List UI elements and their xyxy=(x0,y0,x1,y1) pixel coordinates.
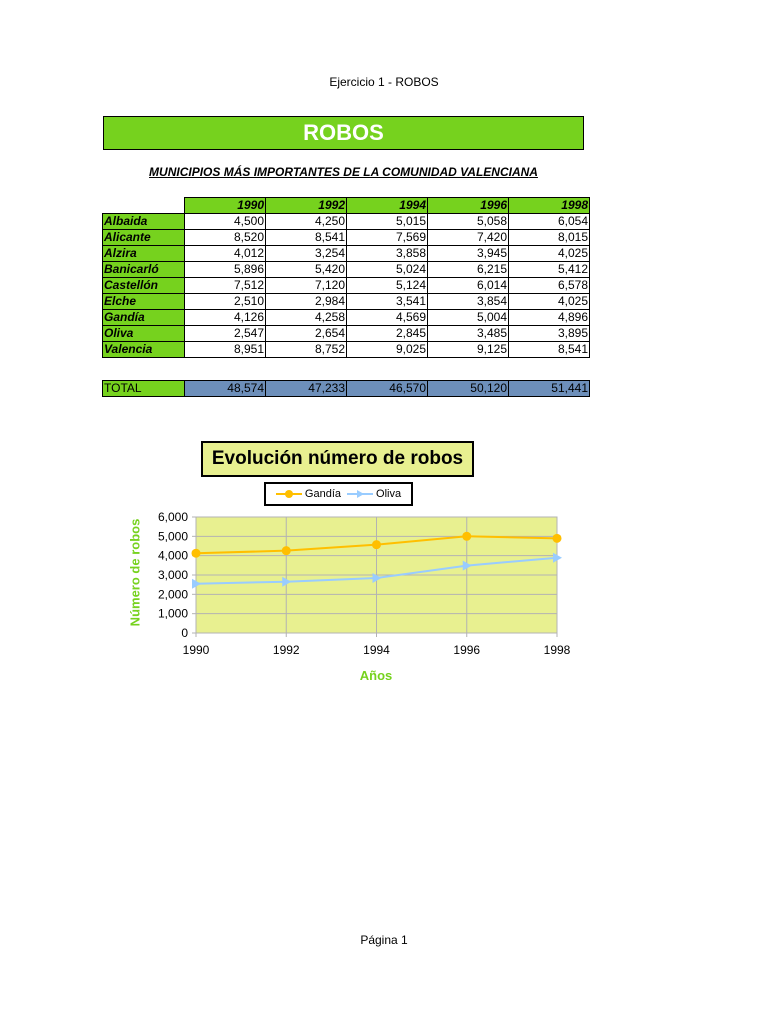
robbery-count: 4,025 xyxy=(509,246,590,262)
robbery-count: 6,215 xyxy=(428,262,509,278)
x-tick-label: 1992 xyxy=(272,643,300,657)
robbery-count: 4,896 xyxy=(509,310,590,326)
robbery-count: 4,012 xyxy=(185,246,266,262)
total-value: 46,570 xyxy=(347,381,428,397)
robbery-count: 5,896 xyxy=(185,262,266,278)
robbery-count: 5,024 xyxy=(347,262,428,278)
robbery-count: 3,854 xyxy=(428,294,509,310)
municipality-name: Elche xyxy=(103,294,185,310)
robbery-count: 2,654 xyxy=(266,326,347,342)
robbery-count: 2,984 xyxy=(266,294,347,310)
y-tick-label: 6,000 xyxy=(157,510,188,524)
robbery-count: 2,510 xyxy=(185,294,266,310)
robbery-count: 5,412 xyxy=(509,262,590,278)
page-footer: Página 1 xyxy=(360,933,408,947)
municipality-name: Banicarló xyxy=(103,262,185,278)
robbery-count: 8,541 xyxy=(509,342,590,358)
chart-title: Evolución número de robos xyxy=(201,441,474,477)
robbery-count: 3,945 xyxy=(428,246,509,262)
municipality-name: Albaida xyxy=(103,214,185,230)
x-tick-label: 1998 xyxy=(543,643,571,657)
robbery-count: 4,025 xyxy=(509,294,590,310)
robbery-count: 3,541 xyxy=(347,294,428,310)
y-axis-label: Número de robos xyxy=(127,518,143,627)
robbery-count: 9,025 xyxy=(347,342,428,358)
title-banner: ROBOS xyxy=(103,116,584,150)
robbery-count: 4,500 xyxy=(185,214,266,230)
y-tick-label: 2,000 xyxy=(157,587,188,602)
municipality-name: Alicante xyxy=(103,230,185,246)
data-point xyxy=(372,540,381,549)
year-header: 1990 xyxy=(185,198,266,214)
table-subtitle: MUNICIPIOS MÁS IMPORTANTES DE LA COMUNIDAD VALENCIANA xyxy=(149,165,538,179)
robbery-count: 7,569 xyxy=(347,230,428,246)
year-header: 1998 xyxy=(509,198,590,214)
total-value: 48,574 xyxy=(185,381,266,397)
y-tick-label: 4,000 xyxy=(157,548,188,563)
robbery-count: 8,752 xyxy=(266,342,347,358)
y-tick-label: 1,000 xyxy=(157,606,188,621)
robbery-count: 6,014 xyxy=(428,278,509,294)
robbery-count: 4,569 xyxy=(347,310,428,326)
x-axis-label: Años xyxy=(359,668,393,683)
year-header: 1996 xyxy=(428,198,509,214)
robbery-count: 3,895 xyxy=(509,326,590,342)
x-tick-label: 1996 xyxy=(453,643,481,657)
robbery-count: 5,420 xyxy=(266,262,347,278)
municipality-name: Gandía xyxy=(103,310,185,326)
total-label: TOTAL xyxy=(103,381,185,397)
x-tick-label: 1994 xyxy=(363,643,390,657)
municipality-name: Valencia xyxy=(103,342,185,358)
municipality-name: Castellón xyxy=(103,278,185,294)
robbery-count: 3,858 xyxy=(347,246,428,262)
x-tick-label: 1990 xyxy=(182,643,210,657)
robbery-count: 4,258 xyxy=(266,310,347,326)
robbery-count: 3,254 xyxy=(266,246,347,262)
robbery-count: 6,054 xyxy=(509,214,590,230)
municipality-name: Alzira xyxy=(103,246,185,262)
page-header: Ejercicio 1 - ROBOS xyxy=(329,75,439,89)
robbery-count: 2,845 xyxy=(347,326,428,342)
legend-label: Oliva xyxy=(376,488,402,500)
legend-label: Gandía xyxy=(304,488,342,500)
year-header: 1992 xyxy=(266,198,347,214)
total-value: 47,233 xyxy=(266,381,347,397)
total-value: 51,441 xyxy=(509,381,590,397)
robbery-count: 5,058 xyxy=(428,214,509,230)
municipality-name: Oliva xyxy=(103,326,185,342)
robbery-count: 2,547 xyxy=(185,326,266,342)
data-point xyxy=(192,549,201,558)
data-point xyxy=(462,532,471,541)
year-header: 1994 xyxy=(347,198,428,214)
robbery-count: 8,541 xyxy=(266,230,347,246)
robbery-count: 9,125 xyxy=(428,342,509,358)
robbery-count: 4,126 xyxy=(185,310,266,326)
robbery-count: 7,120 xyxy=(266,278,347,294)
data-point xyxy=(553,534,562,543)
robbery-count: 5,015 xyxy=(347,214,428,230)
data-point xyxy=(282,546,291,555)
y-tick-label: 5,000 xyxy=(157,529,188,544)
robbery-count: 7,420 xyxy=(428,230,509,246)
robbery-count: 4,250 xyxy=(266,214,347,230)
robbery-count: 5,124 xyxy=(347,278,428,294)
robbery-count: 3,485 xyxy=(428,326,509,342)
y-tick-label: 3,000 xyxy=(157,568,188,582)
robbery-count: 8,015 xyxy=(509,230,590,246)
robbery-count: 5,004 xyxy=(428,310,509,326)
y-tick-label: 0 xyxy=(181,626,188,640)
robbery-count: 7,512 xyxy=(185,278,266,294)
robbery-count: 8,520 xyxy=(185,230,266,246)
robbery-count: 6,578 xyxy=(509,278,590,294)
total-value: 50,120 xyxy=(428,381,509,397)
robbery-count: 8,951 xyxy=(185,342,266,358)
